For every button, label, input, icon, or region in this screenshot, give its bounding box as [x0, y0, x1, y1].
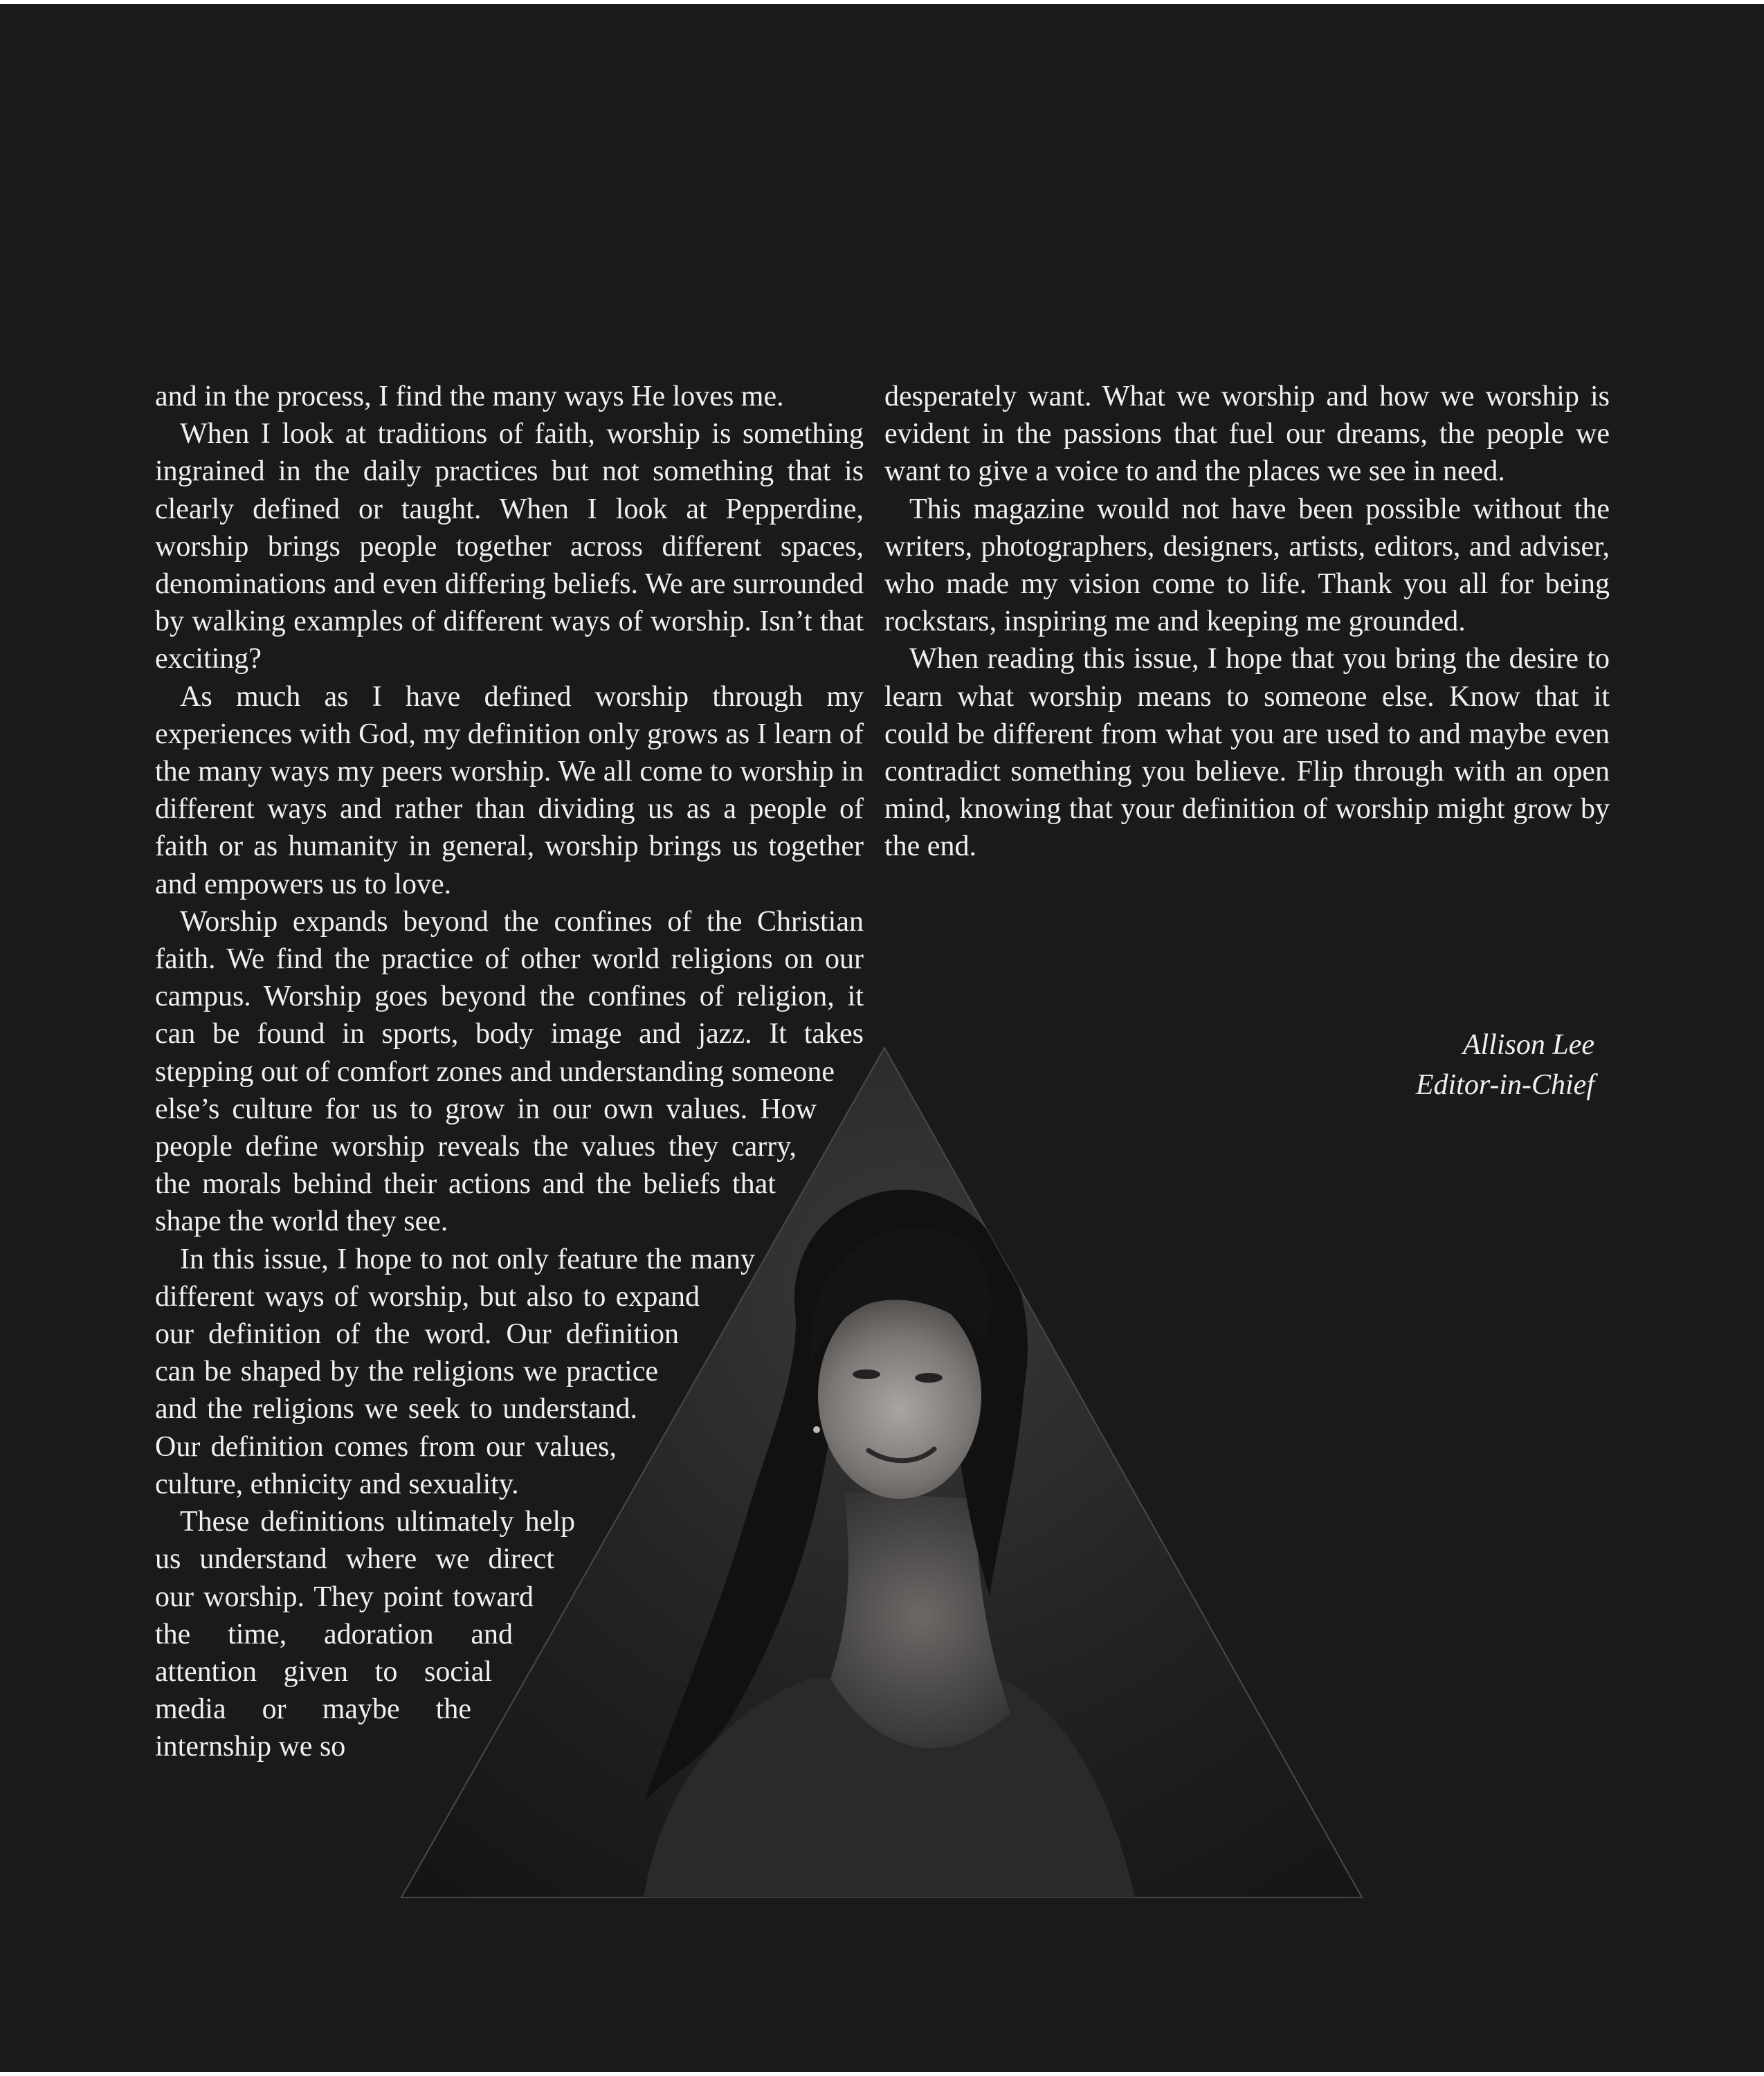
paragraph-beyond-christian-faith: Worship expands beyond the confines of the Christian faith. We find the practice of other world religions on our campus. Worship goes beyond the confines of religion, it can be found in sports, body image and jazz. It takes stepping out of comfort zones and understanding someone else’s culture for us to grow in our own values. How people define worship reveals the values they carry, the morals behind their actions and the beliefs that shape the world they see. — [155, 905, 864, 1238]
paragraph-definition: As much as I have defined worship through my experiences with God, my definition only grows as I learn of the many ways my peers worship. We all come to worship in different ways and rather than dividing us as a people of faith or as humanity in general, worship brings us together and empowers us to love. — [155, 680, 864, 900]
letter-column-right — [884, 378, 1610, 866]
editor-name: Allison Lee — [1462, 1029, 1594, 1061]
paragraph-desperately-want: desperately want. What we worship and how we worship is evident in the passions that fuel our dreams, the people we want to give a voice to and the places we see in need. — [884, 381, 1610, 488]
paragraph-traditions: When I look at traditions of faith, worship is something ingrained in the daily practices but not something that is clearly defined or taught. When I look at Pepperdine, worship brings people together across different spaces, denominations and even differing beliefs. We are surrounded by walking examples of different ways of worship. Isn’t that exciting? — [155, 418, 864, 675]
paragraph-these-definitions: These definitions ultimately help us understand where we direct our worship. They point toward the time, adoration and attention given to social media or maybe the internship we so — [155, 1506, 575, 1763]
editor-signature — [1416, 1025, 1594, 1105]
magazine-page — [0, 4, 1764, 2072]
paragraph-closing-line: and in the process, I find the many ways He loves me. — [155, 381, 784, 412]
paragraph-thanks: This magazine would not have been possible without the writers, photographers, designers, artists, editors, and adviser, who made my vision come to life. Thank you all for being rockstars, inspiring me and keeping me grounded. — [884, 493, 1610, 638]
editor-title: Editor-in-Chief — [1415, 1069, 1594, 1101]
letter-column-left — [155, 378, 864, 2059]
paragraph-this-issue: In this issue, I hope to not only feature the many different ways of worship, but also to expand our definition of the word. Our definition can be shaped by the religions we practice and the religions we seek to understand. Our definition comes from our values, culture, ethnicity and sexuality. — [155, 1243, 755, 1500]
paragraph-reading-this-issue: When reading this issue, I hope that you bring the desire to learn what worship means to someone else. Know that it could be different from what you are used to and maybe even contradict something you believe. Flip through with an open mind, knowing that your definition of worship might grow by the end. — [884, 643, 1610, 863]
